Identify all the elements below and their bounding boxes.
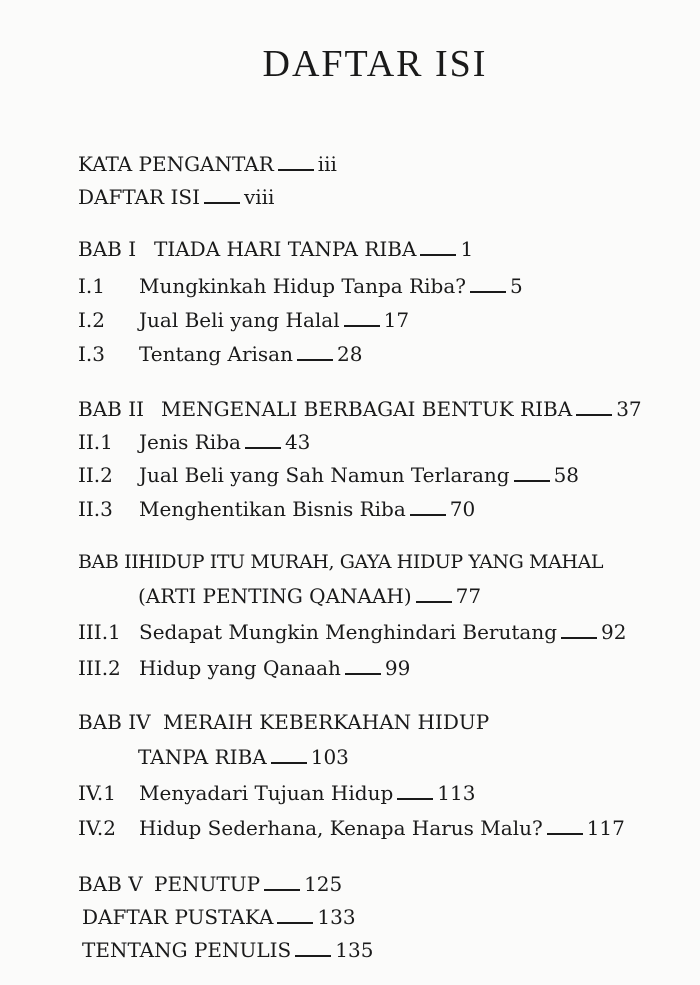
- chapter-label: BAB I: [78, 237, 137, 261]
- section-number: II.2: [78, 463, 113, 487]
- section-number: I.1: [78, 274, 105, 298]
- section-number: III.1: [78, 620, 121, 644]
- leader-rule: [397, 797, 433, 800]
- toc-section-2-3[interactable]: [78, 495, 475, 523]
- page-number: 103: [310, 745, 349, 769]
- leader-rule: [420, 253, 456, 256]
- section-number: IV.1: [78, 781, 116, 805]
- page-title: DAFTAR ISI: [262, 43, 488, 85]
- chapter-title: PENUTUP: [154, 872, 261, 896]
- toc-section-1-1[interactable]: [78, 272, 523, 300]
- entry-title: DAFTAR ISI: [78, 185, 200, 209]
- chapter-label: BAB II: [78, 397, 144, 421]
- page-number: iii: [317, 152, 337, 176]
- toc-chapter-bab-3-cont[interactable]: [138, 582, 481, 610]
- leader-rule: [410, 513, 446, 516]
- chapter-label: BAB IV: [78, 710, 151, 734]
- page-number: viii: [243, 185, 275, 209]
- page-number: 1: [460, 237, 474, 261]
- leader-rule: [277, 921, 313, 924]
- leader-rule: [470, 290, 506, 293]
- chapter-label: BAB V: [78, 872, 143, 896]
- page-number: 125: [304, 872, 343, 896]
- chapter-title-line1: HIDUP ITU MURAH, GAYA HIDUP YANG MAHAL: [138, 551, 604, 573]
- leader-rule: [245, 446, 281, 449]
- chapter-title-line1: MERAIH KEBERKAHAN HIDUP: [163, 710, 490, 734]
- toc-chapter-bab-2[interactable]: [78, 395, 642, 423]
- section-title: Menghentikan Bisnis Riba: [139, 497, 406, 521]
- leader-rule: [576, 413, 612, 416]
- page-number: 113: [437, 781, 476, 805]
- leader-rule: [514, 479, 550, 482]
- section-title: Hidup yang Qanaah: [139, 656, 341, 680]
- leader-rule: [204, 201, 240, 204]
- toc-chapter-bab-5[interactable]: [78, 870, 342, 898]
- section-number: I.2: [78, 308, 105, 332]
- section-title: Mungkinkah Hidup Tanpa Riba?: [139, 274, 466, 298]
- page-number: 17: [383, 308, 410, 332]
- leader-rule: [416, 600, 452, 603]
- leader-rule: [547, 832, 583, 835]
- section-number: IV.2: [78, 816, 116, 840]
- toc-section-1-3[interactable]: [78, 340, 362, 368]
- entry-title: DAFTAR PUSTAKA: [82, 905, 274, 929]
- page-number: 58: [553, 463, 580, 487]
- page-number: 92: [601, 620, 627, 644]
- section-title: Jual Beli yang Halal: [139, 308, 340, 332]
- leader-rule: [295, 954, 331, 957]
- chapter-title: TIADA HARI TANPA RIBA: [154, 237, 417, 261]
- chapter-title-line2: (ARTI PENTING QANAAH): [138, 584, 412, 608]
- toc-section-4-2[interactable]: [78, 814, 625, 842]
- leader-rule: [344, 324, 380, 327]
- page-number: 133: [317, 905, 356, 929]
- page-number: 117: [586, 816, 625, 840]
- page-number: 135: [335, 938, 374, 962]
- page-number: 99: [384, 656, 411, 680]
- section-title: Jual Beli yang Sah Namun Terlarang: [139, 463, 510, 487]
- chapter-label: BAB III: [78, 551, 146, 573]
- section-title: Hidup Sederhana, Kenapa Harus Malu?: [139, 816, 543, 840]
- page-number: 28: [336, 342, 363, 366]
- section-title: Tentang Arisan: [139, 342, 293, 366]
- section-number: I.3: [78, 342, 105, 366]
- leader-rule: [264, 888, 300, 891]
- leader-rule: [278, 168, 314, 171]
- toc-section-4-1[interactable]: [78, 779, 475, 807]
- section-title: Jenis Riba: [139, 430, 241, 454]
- section-number: III.2: [78, 656, 121, 680]
- toc-chapter-bab-3[interactable]: [78, 548, 603, 576]
- entry-title: KATA PENGANTAR: [78, 152, 274, 176]
- leader-rule: [561, 636, 597, 639]
- section-title: Menyadari Tujuan Hidup: [139, 781, 394, 805]
- toc-chapter-bab-1[interactable]: [78, 235, 473, 263]
- toc-entry-tentang-penulis[interactable]: [82, 936, 373, 964]
- leader-rule: [345, 672, 381, 675]
- toc-section-3-2[interactable]: [78, 654, 410, 682]
- chapter-title: MENGENALI BERBAGAI BENTUK RIBA: [161, 397, 573, 421]
- page-number: 43: [284, 430, 311, 454]
- page-number: 37: [616, 397, 642, 421]
- toc-chapter-bab-4[interactable]: [78, 708, 489, 736]
- toc-entry-daftar-pustaka[interactable]: [82, 903, 356, 931]
- page-number: 70: [449, 497, 476, 521]
- toc-chapter-bab-4-cont[interactable]: [138, 743, 349, 771]
- leader-rule: [271, 761, 307, 764]
- toc-section-2-2[interactable]: [78, 461, 579, 489]
- section-number: II.3: [78, 497, 113, 521]
- chapter-title-line2: TANPA RIBA: [138, 745, 267, 769]
- toc-section-3-1[interactable]: [78, 618, 626, 646]
- toc-section-2-1[interactable]: [78, 428, 310, 456]
- page-number: 5: [509, 274, 523, 298]
- section-number: II.1: [78, 430, 113, 454]
- section-title: Sedapat Mungkin Menghindari Berutang: [139, 620, 557, 644]
- entry-title: TENTANG PENULIS: [82, 938, 292, 962]
- page-number: 77: [455, 584, 482, 608]
- toc-entry-kata-pengantar[interactable]: [78, 150, 337, 178]
- leader-rule: [297, 358, 333, 361]
- toc-section-1-2[interactable]: [78, 306, 409, 334]
- toc-entry-daftar-isi[interactable]: [78, 183, 274, 211]
